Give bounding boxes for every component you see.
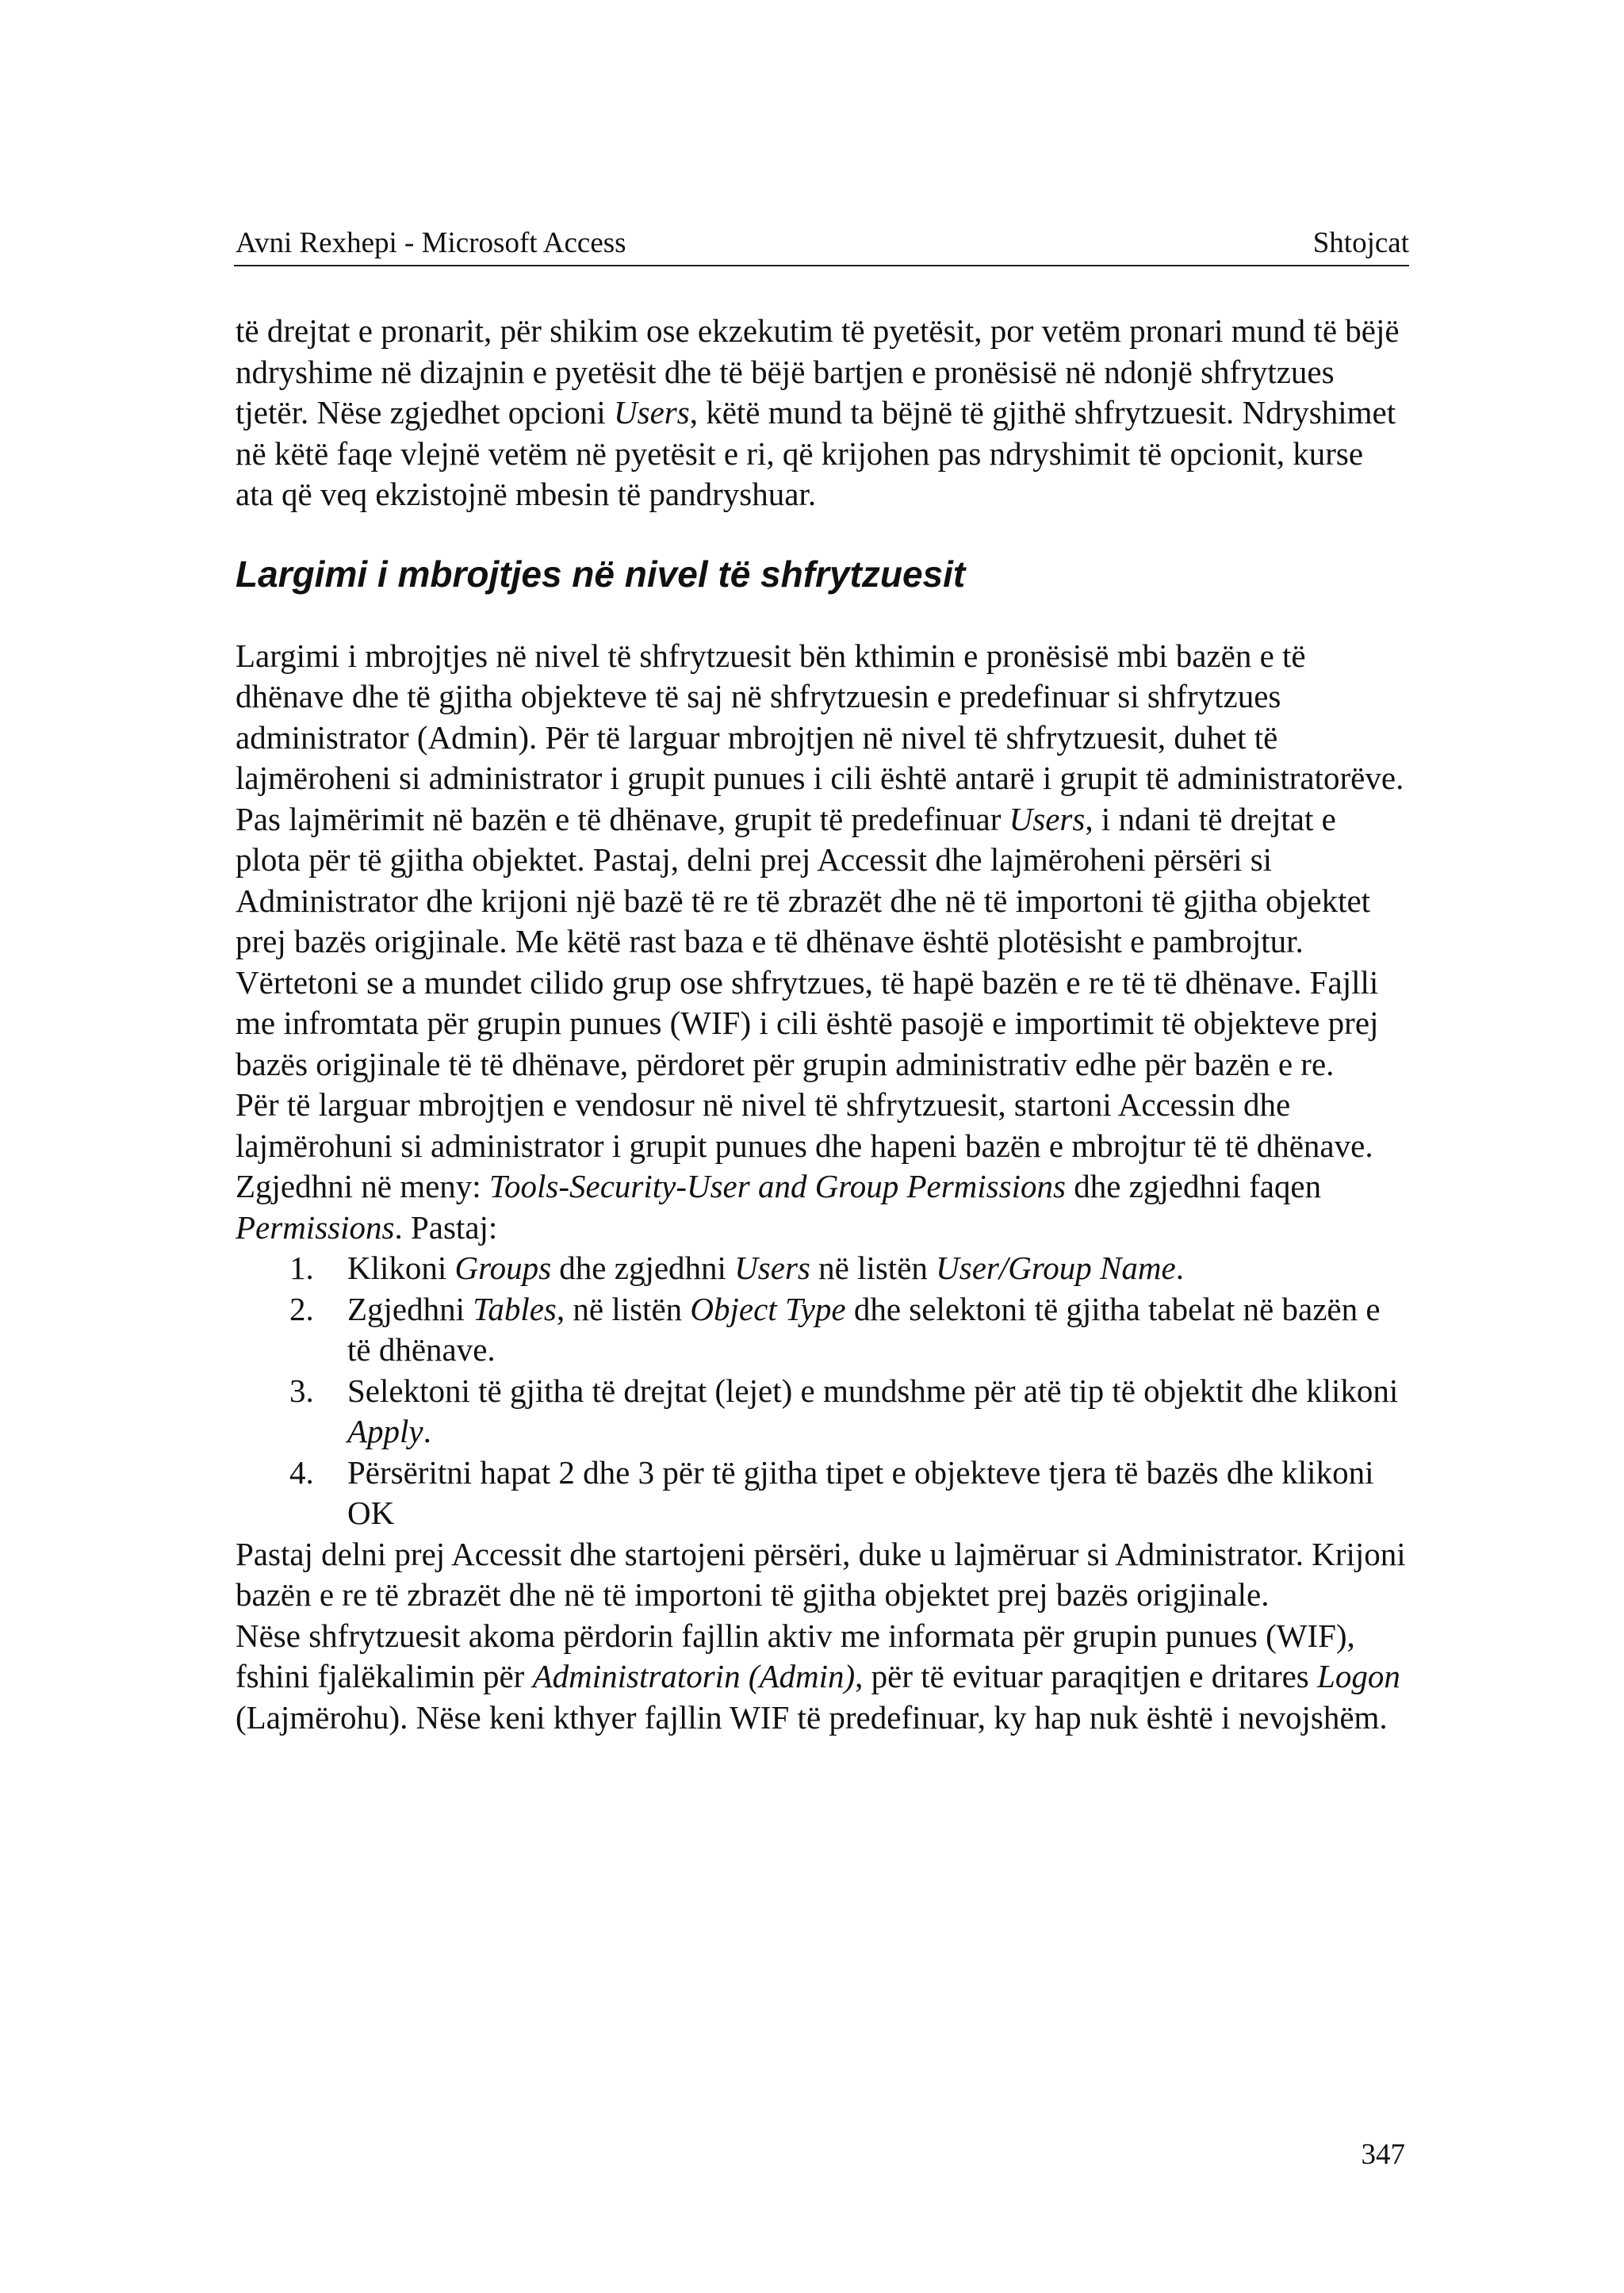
list-item: 3. Selektoni të gjitha të drejtat (lejet) e mundshme për atë tip të objektit dhe klikoni Apply. — [289, 1372, 1399, 1449]
page-header — [234, 227, 1409, 266]
section-heading: Largimi i mbrojtjes në nivel të shfrytzuesit — [236, 553, 966, 595]
steps-list — [236, 1248, 1409, 1534]
list-number: 1. — [289, 1250, 314, 1286]
list-item: 1. Klikoni Groups dhe zgjedhni Users në listën User/Group Name. — [236, 1248, 1409, 1289]
paragraph-restart: Pastaj delni prej Accessit dhe startojeni përsëri, duke u lajmëruar si Administrator. Krijoni bazën e re të zbrazët dhe në të importoni të gjitha objektet prej bazës origjinale. — [236, 1535, 1406, 1613]
list-item: 2. Zgjedhni Tables, në listën Object Type dhe selektoni të gjitha tabelat në bazën e të dhënave. — [289, 1290, 1381, 1368]
list-number: 4. — [289, 1453, 314, 1491]
list-item: 4. Përsëritni hapat 2 dhe 3 për të gjitha tipet e objekteve tjera të bazës dhe klikoni OK — [289, 1453, 1374, 1531]
page-number: 347 — [1361, 2138, 1405, 2171]
paragraph-steps-intro: Për të larguar mbrojtjen e vendosur në nivel të shfrytzuesit, startoni Accessin dhe lajmërohuni si administrator i grupit punues dhe hapeni bazën e mbrojtur të të dhënave. Zgjedhni në meny: Tools-Security-User and Group Permissions dhe zgjedhni faqen Permissions. Pastaj: — [236, 1086, 1373, 1246]
page-body — [236, 311, 1409, 1738]
header-section: Shtojcat — [1312, 227, 1409, 259]
paragraph-wif: Nëse shfrytzuesit akoma përdorin fajllin aktiv me informata për grupin punues (WIF), fshini fjalëkalimin për Administratorin (Admin), për të evituar paraqitjen e dritares Logon (Lajmërohu). Nëse keni kthyer fajllin WIF të predefinuar, ky hap nuk është i nevojshëm. — [236, 1617, 1400, 1736]
list-number: 2. — [289, 1290, 314, 1327]
paragraph-removal: Largimi i mbrojtjes në nivel të shfrytzuesit bën kthimin e pronësisë mbi bazën e të dhënave dhe të gjitha objekteve të saj në shfrytzuesin e predefinuar si shfrytzues administrator (Admin). Për të larguar mbrojtjen në nivel të shfrytzuesit, duhet të lajmëroheni si administrator i grupit punues i cili është antarë i grupit të administratorëve. Pas lajmërimit në bazën e të dhënave, grupit të predefinuar Users, i ndani të drejtat e plota për të gjitha objektet. Pastaj, delni prej Accessit dhe lajmëroheni përsëri si Administrator dhe krijoni një bazë të re të zbrazët dhe në të importoni të gjitha objektet prej bazës origjinale. Me këtë rast baza e të dhënave është plotësisht e pambrojtur. Vërtetoni se a mundet cilido grup ose shfrytzues, të hapë bazën e re të të dhënave. Fajlli me infromtata për grupin punues (WIF) i cili është pasojë e importimit të objekteve prej bazës origjinale të të dhënave, përdoret për grupin administrativ edhe për bazën e re. — [236, 637, 1404, 1082]
list-number: 3. — [289, 1372, 314, 1409]
paragraph-intro: të drejtat e pronarit, për shikim ose ekzekutim të pyetësit, por vetëm pronari mund të bëjë ndryshime në dizajnin e pyetësit dhe të bëjë bartjen e pronësisë në ndonjë shfrytzues tjetër. Nëse zgjedhet opcioni Users, këtë mund ta bëjnë të gjithë shfrytzuesit. Ndryshimet në këtë faqe vlejnë vetëm në pyetësit e ri, që krijohen pas ndryshimit të opcionit, kurse ata që veq ekzistojnë mbesin të pandryshuar. — [236, 312, 1400, 512]
header-title: Avni Rexhepi - Microsoft Access — [236, 227, 626, 259]
